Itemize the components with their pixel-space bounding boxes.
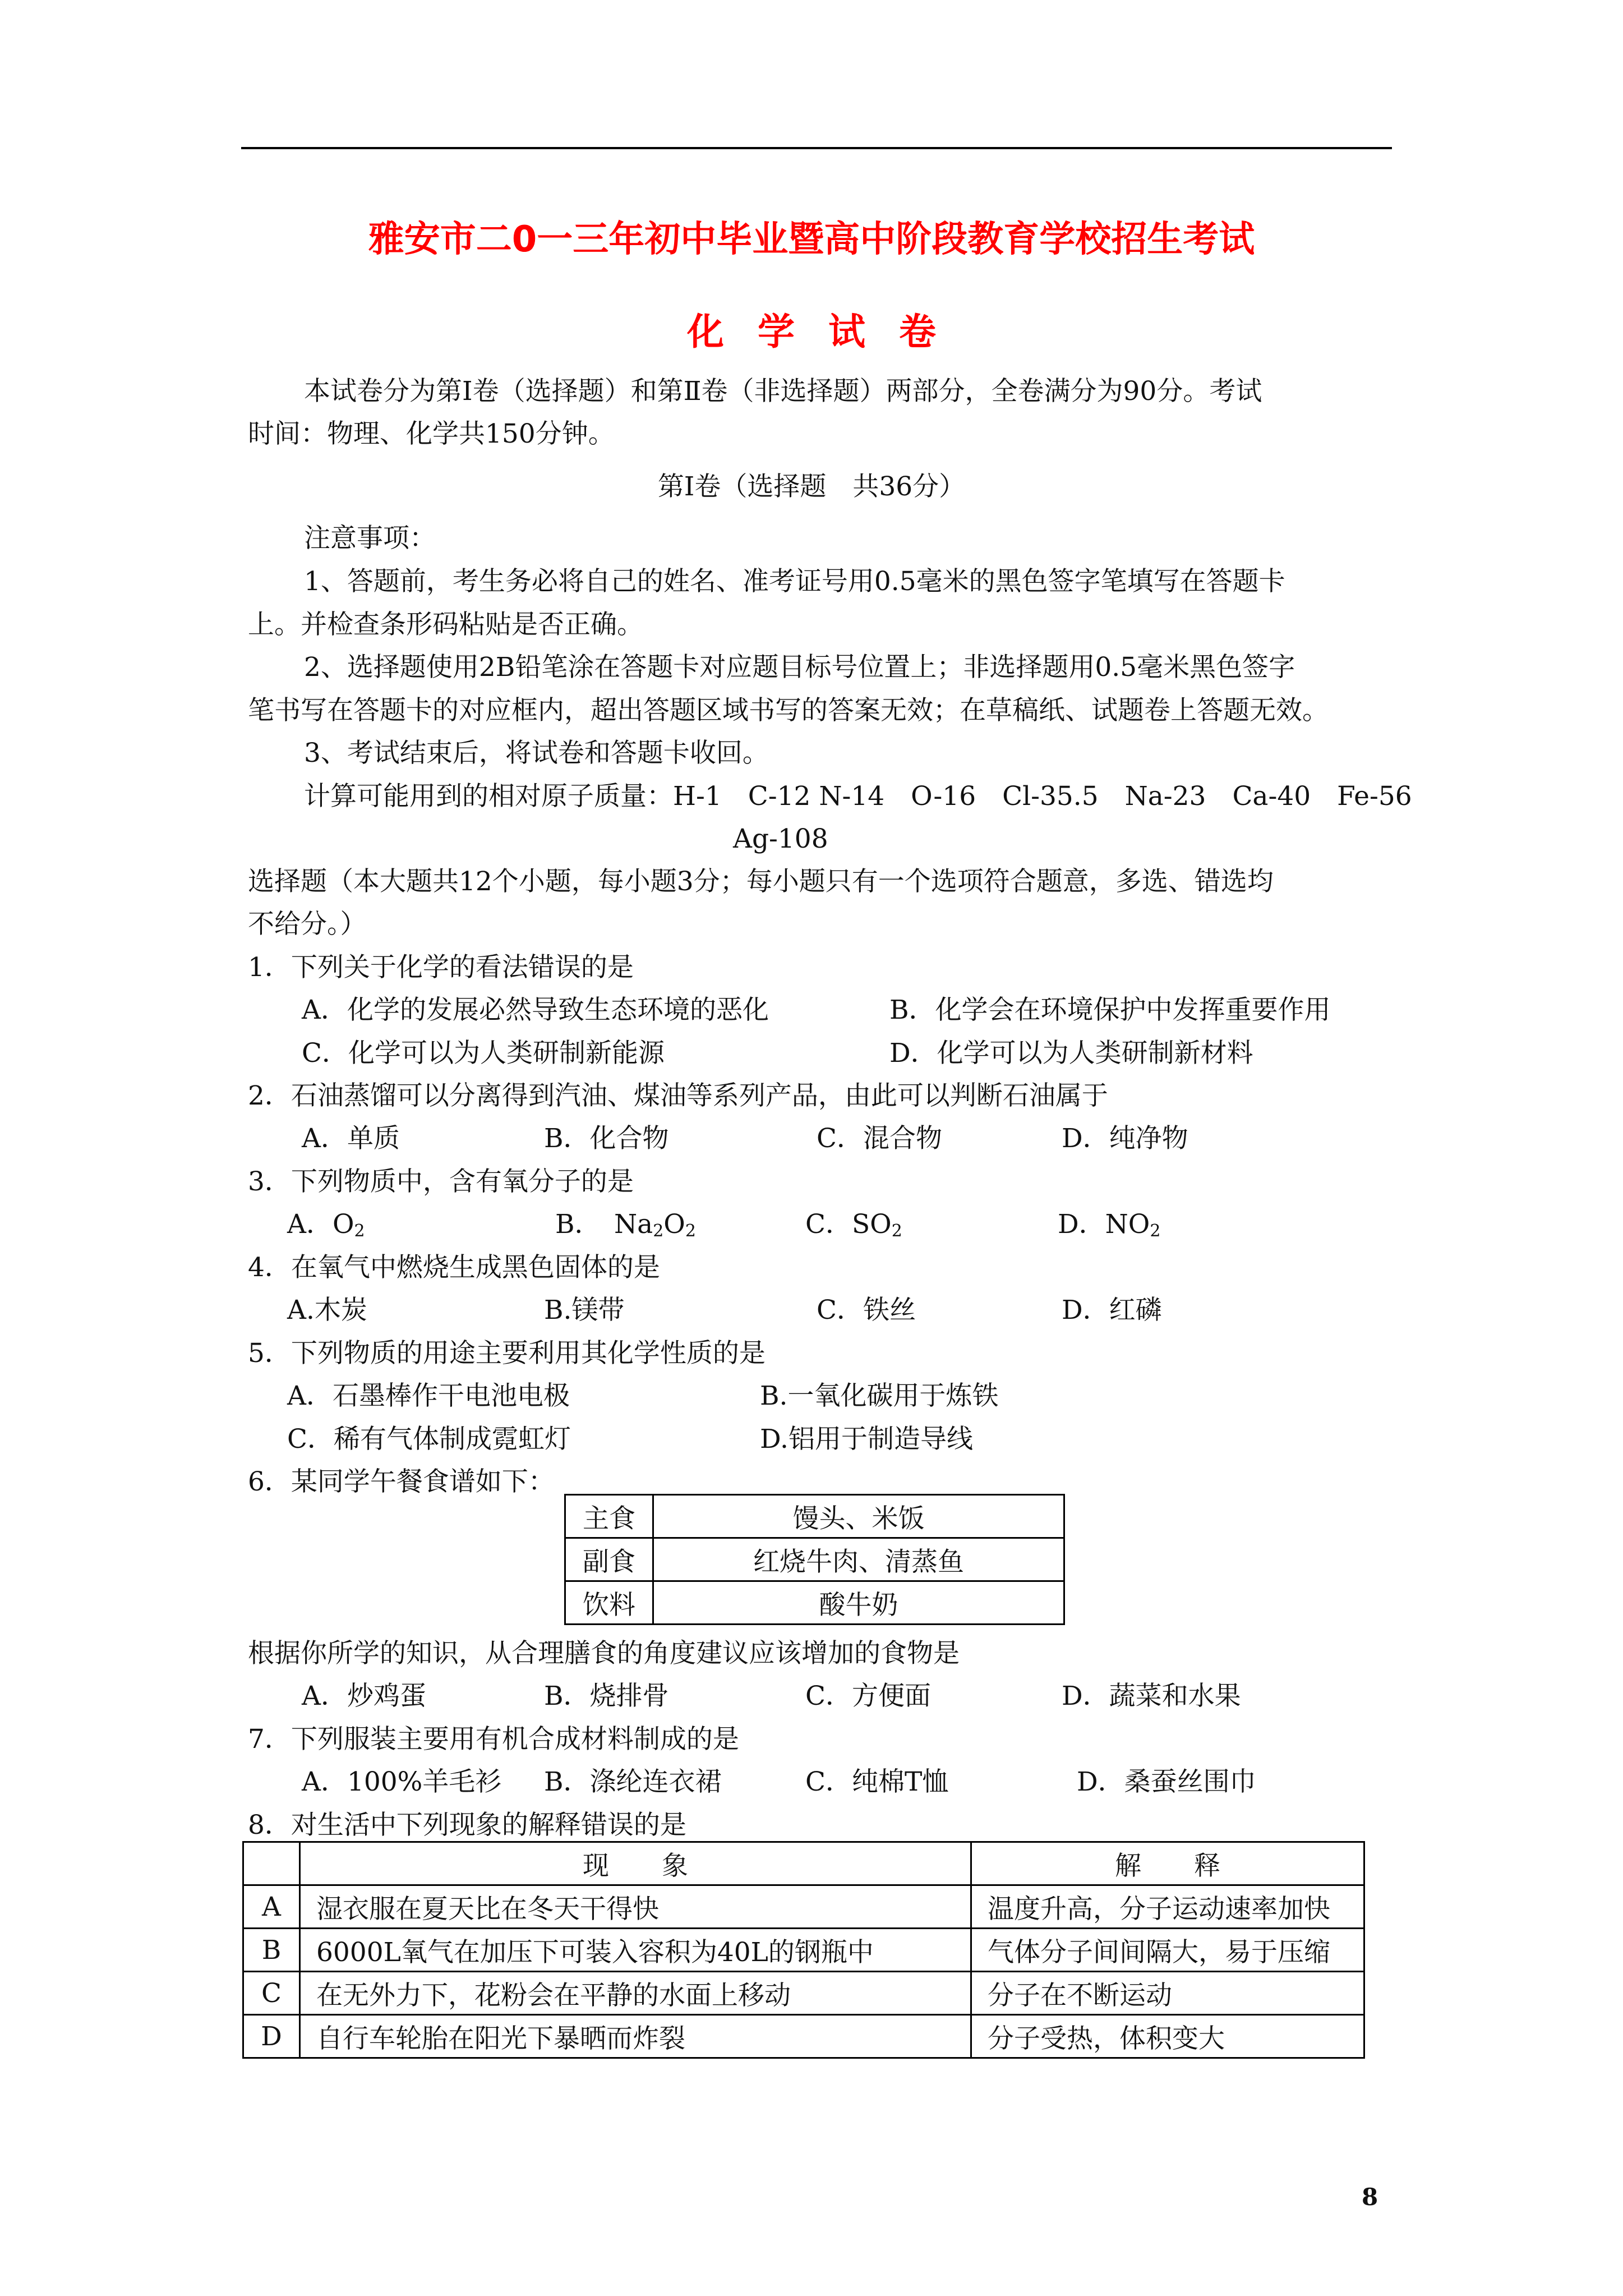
exam-title: 雅安市二0一三年初中毕业暨高中阶段教育学校招生考试	[368, 219, 1255, 260]
menu-category: 主食	[565, 1495, 653, 1538]
q7-option-c: C．纯棉T恤	[805, 1766, 949, 1797]
q2-option-c: C．混合物	[817, 1123, 942, 1154]
q6-option-d: D．蔬菜和水果	[1062, 1681, 1241, 1711]
row-explanation: 分子在不断运动	[971, 1972, 1364, 2015]
table-row	[565, 1581, 1064, 1625]
menu-category: 副食	[565, 1538, 653, 1581]
q2-stem: 2．石油蒸馏可以分离得到汽油、煤油等系列产品，由此可以判断石油属于	[248, 1080, 1108, 1111]
table-row	[243, 1972, 1364, 2015]
q1-option-a: A．化学的发展必然导致生态环境的恶化	[302, 995, 769, 1025]
q4-option-d: D．红磷	[1062, 1295, 1162, 1326]
q1-option-b: B．化学会在环境保护中发挥重要作用	[889, 995, 1331, 1025]
note-2a: 2、选择题使用2B铅笔涂在答题卡对应题目标号位置上；非选择题用0.5毫米黑色签字	[304, 652, 1295, 683]
row-phenomenon: 在无外力下，花粉会在平静的水面上移动	[300, 1972, 971, 2015]
intro-line-2: 时间：物理、化学共150分钟。	[248, 418, 615, 449]
table-row	[565, 1495, 1064, 1538]
atomic-masses: 计算可能用到的相对原子质量：H-1 C-12 N-14 O-16 Cl-35.5 Na-23 Ca-40 Fe-56	[304, 781, 1412, 812]
q1-option-d: D．化学可以为人类研制新材料	[889, 1038, 1253, 1069]
q6-option-a: A．炒鸡蛋	[302, 1681, 426, 1711]
section-heading: 第Ⅰ卷（选择题 共36分）	[657, 471, 966, 502]
q2-option-b: B．化合物	[544, 1123, 669, 1154]
row-letter: C	[243, 1972, 300, 2015]
q6-stem: 6．某同学午餐食谱如下：	[248, 1466, 555, 1497]
table-row	[243, 1885, 1364, 1929]
q6-option-b: B．烧排骨	[544, 1681, 669, 1711]
header-explanation: 解 释	[971, 1842, 1364, 1885]
row-explanation: 气体分子间间隔大，易于压缩	[971, 1929, 1364, 1972]
menu-items: 馒头、米饭	[653, 1495, 1064, 1538]
notes-heading: 注意事项：	[304, 523, 436, 554]
table-header-row	[243, 1842, 1364, 1885]
q3-option-b: B． $Na_2O_2$	[555, 1209, 696, 1241]
table-row	[243, 2015, 1364, 2058]
header-rule	[241, 147, 1392, 149]
row-letter: B	[243, 1929, 300, 1972]
q7-option-b: B．涤纶连衣裙	[544, 1766, 722, 1797]
q3-option-d: D．$NO_2$	[1058, 1209, 1161, 1241]
q5-option-a: A．石墨棒作干电池电极	[287, 1381, 570, 1411]
table-row	[565, 1538, 1064, 1581]
phenomena-table	[242, 1841, 1365, 2059]
row-letter: D	[243, 2015, 300, 2058]
q6-option-c: C．方便面	[805, 1681, 931, 1711]
q6-question: 根据你所学的知识，从合理膳食的角度建议应该增加的食物是	[248, 1638, 960, 1669]
mc-intro: 选择题（本大题共12个小题，每小题3分；每小题只有一个选项符合题意，多选、错选均	[248, 866, 1274, 897]
table-row	[243, 1929, 1364, 1972]
paper-subtitle: 化学试卷	[687, 310, 970, 353]
q5-stem: 5．下列物质的用途主要利用其化学性质的是	[248, 1338, 766, 1369]
q5-option-b: B.一氧化碳用于炼铁	[760, 1381, 999, 1411]
q1-option-c: C．化学可以为人类研制新能源	[302, 1038, 665, 1069]
q5-option-c: C．稀有气体制成霓虹灯	[287, 1424, 571, 1455]
row-phenomenon: 6000L氧气在加压下可装入容积为40L的钢瓶中	[300, 1929, 971, 1972]
q5-option-d: D.铝用于制造导线	[760, 1424, 973, 1455]
q3-option-c: C．$SO_2$	[805, 1209, 902, 1241]
row-explanation: 温度升高，分子运动速率加快	[971, 1885, 1364, 1929]
intro-line-1: 本试卷分为第Ⅰ卷（选择题）和第Ⅱ卷（非选择题）两部分，全卷满分为90分。考试	[304, 376, 1262, 407]
q2-option-a: A．单质	[302, 1123, 400, 1154]
atomic-masses-cont: Ag-108	[733, 823, 828, 854]
q7-option-d: D．桑蚕丝围巾	[1077, 1766, 1256, 1797]
row-explanation: 分子受热，体积变大	[971, 2015, 1364, 2058]
q7-stem: 7．下列服装主要用有机合成材料制成的是	[248, 1724, 739, 1755]
menu-items: 酸牛奶	[653, 1581, 1064, 1625]
header-phenomenon: 现 象	[300, 1842, 971, 1885]
q2-option-d: D．纯净物	[1062, 1123, 1188, 1154]
note-1b: 上。并检查条形码粘贴是否正确。	[248, 609, 643, 640]
q8-stem: 8．对生活中下列现象的解释错误的是	[248, 1810, 686, 1841]
menu-items: 红烧牛肉、清蒸鱼	[653, 1538, 1064, 1581]
row-phenomenon: 自行车轮胎在阳光下暴晒而炸裂	[300, 2015, 971, 2058]
q3-stem: 3．下列物质中，含有氧分子的是	[248, 1166, 634, 1197]
menu-category: 饮料	[565, 1581, 653, 1625]
q1-stem: 1．下列关于化学的看法错误的是	[248, 952, 634, 983]
q4-option-a: A.木炭	[287, 1295, 367, 1326]
mc-intro-cont: 不给分。）	[248, 909, 367, 940]
row-phenomenon: 湿衣服在夏天比在冬天干得快	[300, 1885, 971, 1929]
page-number: 8	[1362, 2183, 1378, 2211]
q4-option-b: B.镁带	[544, 1295, 625, 1326]
note-1a: 1、答题前，考生务必将自己的姓名、准考证号用0.5毫米的黑色签字笔填写在答题卡	[304, 566, 1285, 597]
note-2b: 笔书写在答题卡的对应框内，超出答题区域书写的答案无效；在草稿纸、试题卷上答题无效。	[248, 695, 1329, 726]
header-blank	[243, 1842, 300, 1885]
q7-option-a: A．100%羊毛衫	[302, 1766, 502, 1797]
note-3: 3、考试结束后，将试卷和答题卡收回。	[304, 738, 769, 769]
q4-option-c: C．铁丝	[817, 1295, 916, 1326]
q4-stem: 4．在氧气中燃烧生成黑色固体的是	[248, 1252, 660, 1283]
row-letter: A	[243, 1885, 300, 1929]
lunch-menu-table	[564, 1494, 1065, 1625]
q3-option-a: A．$O_2$	[287, 1209, 365, 1241]
